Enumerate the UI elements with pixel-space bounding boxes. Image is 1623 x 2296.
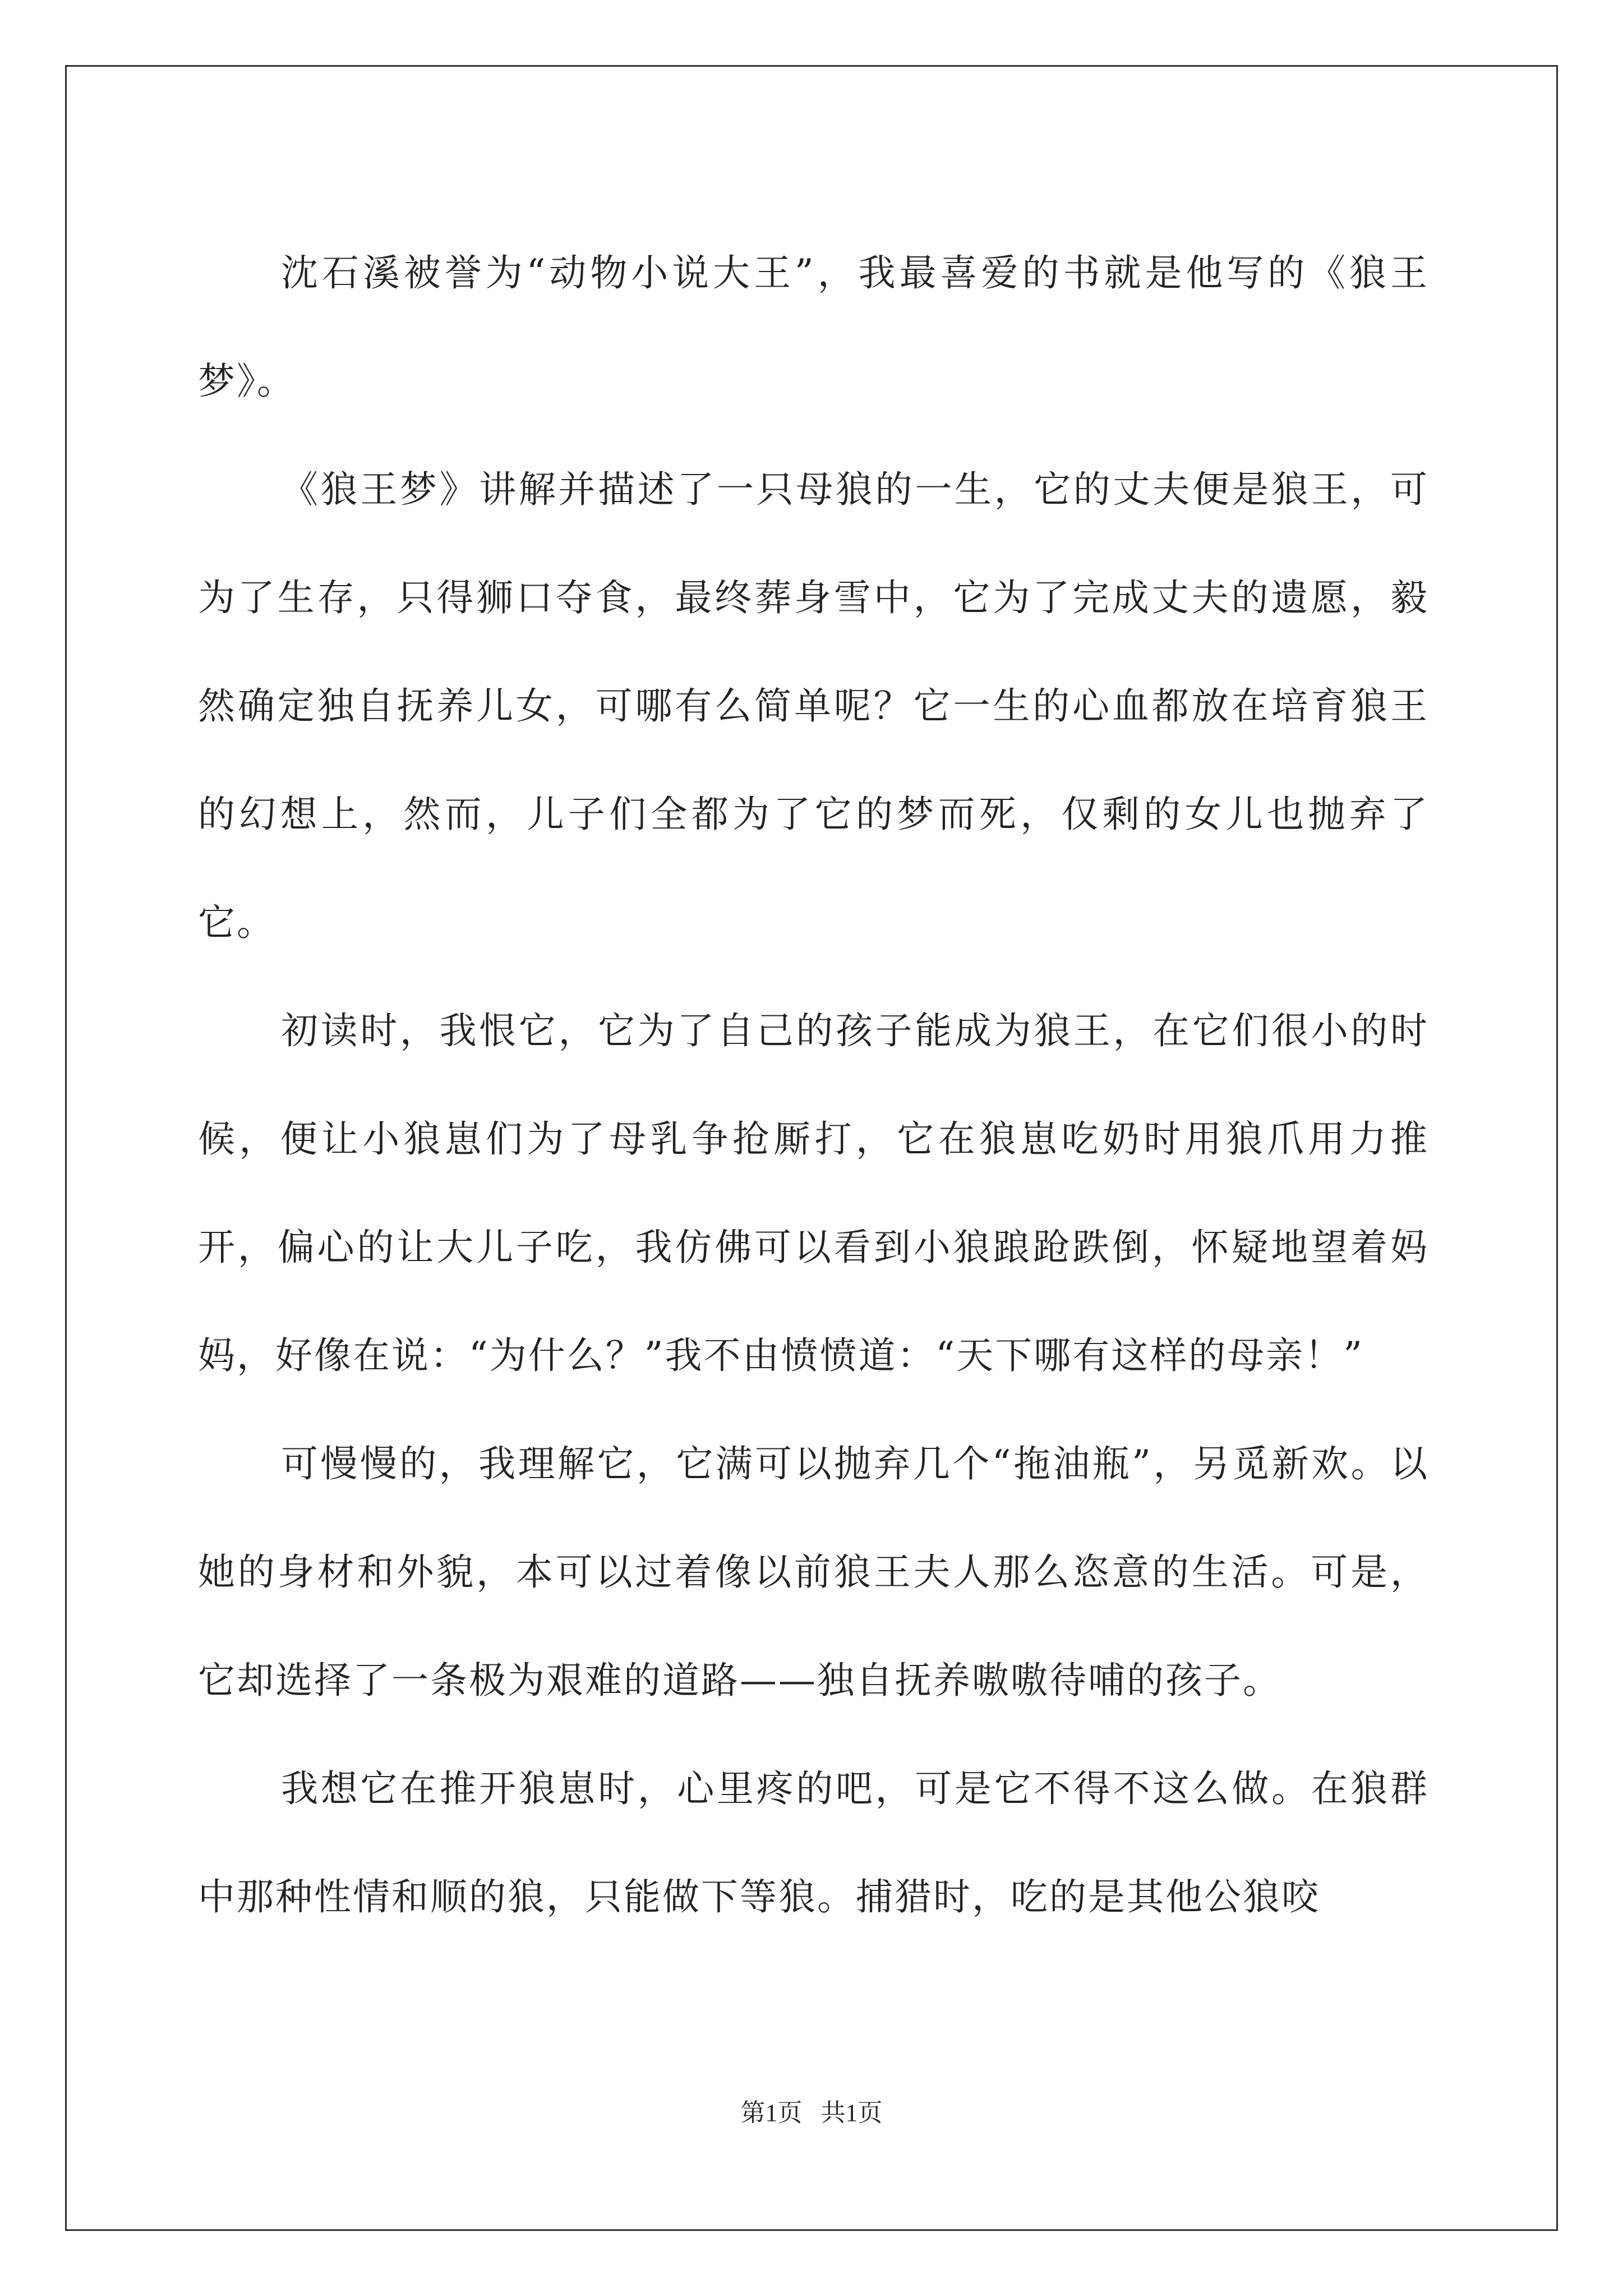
paragraph-1: 沈石溪被誉为“动物小说大王”，我最喜爱的书就是他写的《狼王梦》。 xyxy=(198,251,1429,403)
page-footer xyxy=(0,2092,1623,2128)
page-total: 共1页 xyxy=(820,2099,883,2127)
paragraph-2: 《狼王梦》讲解并描述了一只母狼的一生，它的丈夫便是狼王，可为了生存，只得狮口夺食，最终葬身雪中，它为了完成丈夫的遗愿，毅然确定独自抚养儿女，可哪有么简单呢？它一生的心血都放在培育狼王的幻想上，然而，儿子们全都为了它的梦而死，仅剩的女儿也抛弃了它。 xyxy=(198,468,1429,944)
paragraph-5: 我想它在推开狼崽时，心里疼的吧，可是它不得不这么做。在狼群中那种性情和顺的狼，只能做下等狼。捕猎时，吃的是其他公狼咬 xyxy=(198,1767,1429,1918)
paragraph-4: 可慢慢的，我理解它，它满可以抛弃几个“拖油瓶”，另觅新欢。以她的身材和外貌，本可以过着像以前狼王夫人那么恣意的生活。可是，它却选择了一条极为艰难的道路——独自抚养嗷嗷待哺的孩子。 xyxy=(198,1442,1429,1702)
page-number: 第1页 xyxy=(740,2099,803,2127)
document-body xyxy=(198,219,1429,1951)
paragraph-3: 初读时，我恨它，它为了自己的孩子能成为狼王，在它们很小的时候，便让小狼崽们为了母乳争抢厮打，它在狼崽吃奶时用狼爪用力推开，偏心的让大儿子吃，我仿佛可以看到小狼踉跄跌倒，怀疑地望着妈妈，好像在说：“为什么？”我不由愤愤道：“天下哪有这样的母亲！” xyxy=(198,1009,1429,1377)
